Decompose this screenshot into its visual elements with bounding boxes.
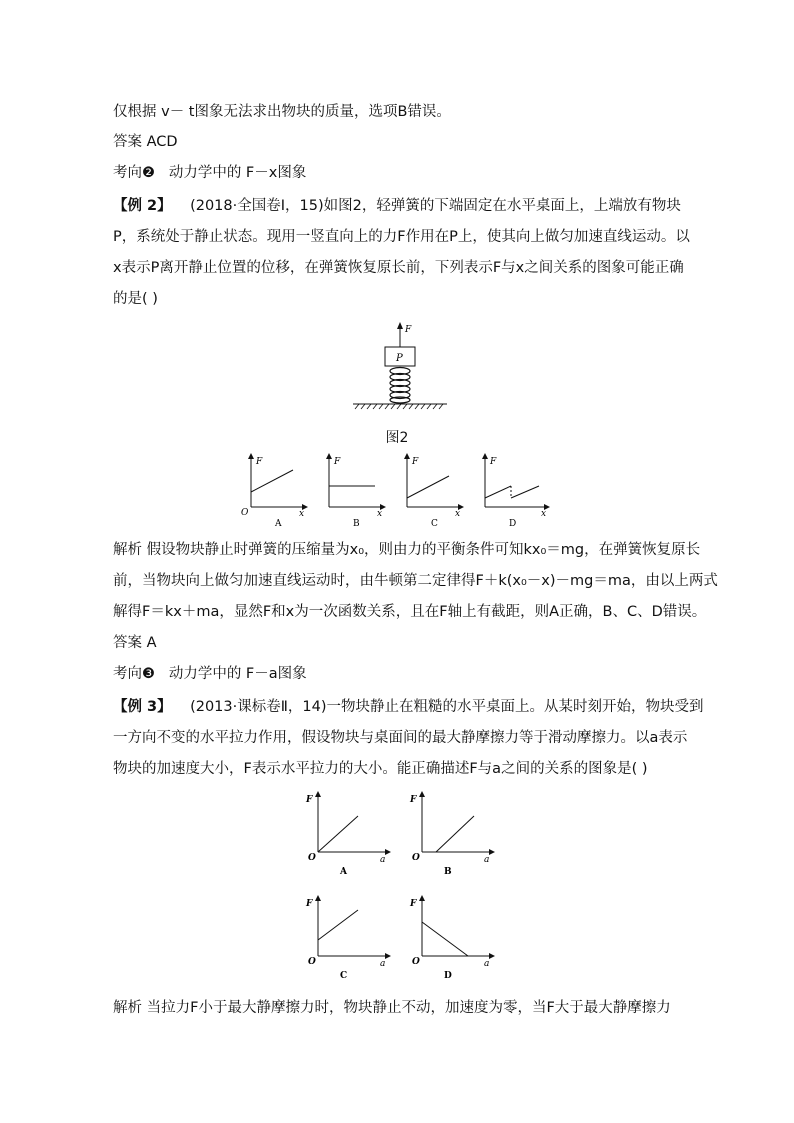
axis-y-label: F <box>490 457 497 467</box>
axis-y-label: F <box>334 457 341 467</box>
solution-line: 解析 假设物块静止时弹簧的压缩量为x₀，则由力的平衡条件可知kx₀＝mg，在弹簧恢复原长 <box>113 542 701 558</box>
axis-y-label: F <box>306 899 313 909</box>
axis-y-label: F <box>306 795 313 805</box>
example-label: 【例 3】 <box>113 699 172 715</box>
origin-label: O <box>308 853 316 863</box>
origin-label: O <box>412 853 420 863</box>
graph-c <box>407 456 461 529</box>
axis-y-label: F <box>256 457 263 467</box>
example-text: (2013·课标卷Ⅱ，14)一物块静止在粗糙的水平桌面上。从某时刻开始，物块受到 <box>190 699 704 715</box>
origin-label: O <box>412 957 420 967</box>
option-label: D <box>444 971 452 981</box>
option-label: B <box>444 867 452 877</box>
axis-x-label: a <box>484 855 490 865</box>
answer-line: 答案 A <box>113 635 157 651</box>
section-number: 考向❸ <box>113 666 155 682</box>
graph-b <box>329 456 383 529</box>
text-line: P，系统处于静止状态。现用一竖直向上的力F作用在P上，使其向上做匀加速直线运动。以 <box>113 229 690 245</box>
example-text: (2018·全国卷Ⅰ，15)如图2，轻弹簧的下端固定在水平桌面上，上端放有物块 <box>190 198 681 214</box>
graph-c <box>305 898 388 981</box>
graph-a <box>305 794 388 877</box>
origin-label: O <box>241 508 249 518</box>
example-line <box>113 697 704 717</box>
axis-x-label: a <box>380 855 386 865</box>
text-line: 前，当物块向上做匀加速直线运动时，由牛顿第二定律得F＋k(x₀－x)－mg＝ma，由以上两式 <box>113 573 718 589</box>
option-label: C <box>431 519 438 529</box>
text-line: 仅根据 v－ t图象无法求出物块的质量，选项B错误。 <box>113 104 451 120</box>
example-label: 【例 2】 <box>113 198 172 214</box>
graph-d <box>485 456 547 529</box>
text-line: 的是( ) <box>113 291 158 307</box>
axis-y-label: F <box>410 899 417 909</box>
spring-block-figure <box>345 320 455 410</box>
option-label: A <box>275 519 282 529</box>
section-heading <box>113 163 683 183</box>
axis-x-label: x <box>377 509 383 519</box>
option-label: A <box>340 867 347 877</box>
option-label: D <box>509 519 517 529</box>
answer-graphs-ex3 <box>300 790 510 990</box>
ground-hatch <box>355 404 443 409</box>
text-line: 物块的加速度大小，F表示水平拉力的大小。能正确描述F与a之间的关系的图象是( ) <box>113 761 648 777</box>
answer-line: 答案 ACD <box>113 134 178 150</box>
axis-x-label: x <box>299 509 305 519</box>
graph-a <box>241 456 305 529</box>
force-label: F <box>405 325 412 335</box>
section-title: 动力学中的 F－x图象 <box>168 165 307 181</box>
figure-caption: 图2 <box>385 430 409 446</box>
graph-d <box>409 898 492 981</box>
answer-graphs-ex2 <box>235 452 560 532</box>
text-line: 一方向不变的水平拉力作用，假设物块与桌面间的最大静摩擦力等于滑动摩擦力。以a表示 <box>113 730 688 746</box>
option-label: B <box>353 519 360 529</box>
spring <box>390 368 410 404</box>
example-line <box>113 196 683 216</box>
text-line: x表示P离开静止位置的位移，在弹簧恢复原长前，下列表示F与x之间关系的图象可能正确 <box>113 260 684 276</box>
text-line: 解得F＝kx＋ma，显然F和x为一次函数关系，且在F轴上有截距，则A正确，B、C、D错误。 <box>113 604 707 620</box>
axis-x-label: a <box>484 959 490 969</box>
option-label: C <box>340 971 348 981</box>
solution-line: 解析 当拉力F小于最大静摩擦力时，物块静止不动，加速度为零，当F大于最大静摩擦力 <box>113 1000 671 1016</box>
axis-x-label: a <box>380 959 386 969</box>
section-title: 动力学中的 F－a图象 <box>168 666 307 682</box>
axis-x-label: x <box>541 509 547 519</box>
graph-b <box>409 794 492 877</box>
axis-y-label: F <box>412 457 419 467</box>
origin-label: O <box>308 957 316 967</box>
section-heading <box>113 664 683 684</box>
block-label: P <box>396 353 403 364</box>
axis-x-label: x <box>455 509 461 519</box>
section-number: 考向❷ <box>113 165 155 181</box>
axis-y-label: F <box>410 795 417 805</box>
